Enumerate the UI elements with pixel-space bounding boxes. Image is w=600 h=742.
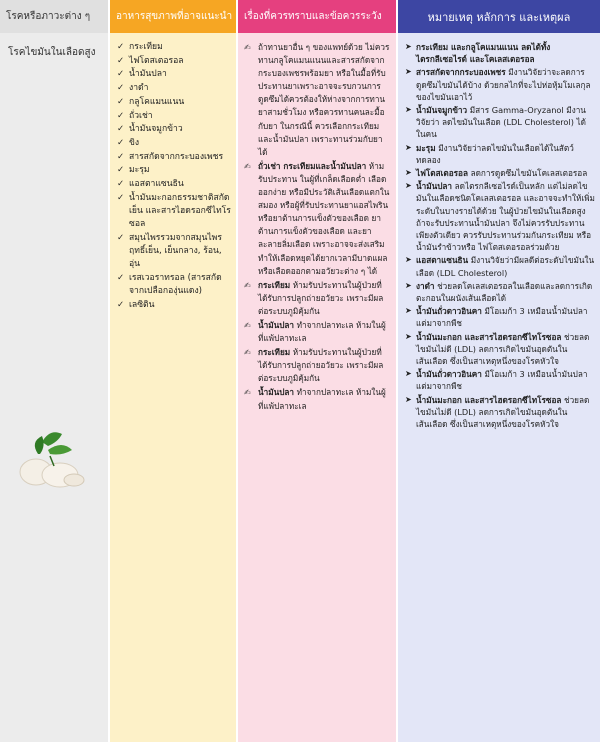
check-icon: ✓ <box>117 96 125 107</box>
note-item: ➤ น้ำมันจมูกข้าว มีสาร Gamma-Oryzanol มีงานวิจัยว่า ลดไขมันในเลือด (LDL Cholesterol) ได้ในคน <box>405 105 586 140</box>
pencil-icon: ✍ <box>244 388 251 398</box>
food-item: ✓ ไฟโตสเตอรอล <box>116 55 231 68</box>
check-icon: ✓ <box>117 42 125 52</box>
check-icon: ✓ <box>117 151 125 162</box>
notes-column <box>398 0 600 742</box>
note-item: ➤ น้ำมันมะกอก และสารไฮดรอกซีไทโรซอล ช่วยลดไขมันไม่ดี (LDL) ลดการเกิดไขมันอุดตันในเส้นเลือด ซึ่งเป็นสาเหตุหนึ่งของโรคหัวใจ <box>405 331 590 367</box>
food-item: ✓ กลูโคแมนแนน <box>116 96 231 109</box>
note-item: ➤ น้ำมันถั่วดาวอินคา มีโอเมก้า 3 เหมือนน้ำมันปลา แต่มาจากพืช <box>405 369 588 392</box>
check-icon: ✓ <box>117 192 125 203</box>
note-item: ➤ มะรุม มีงานวิจัยว่าลดไขมันในเลือดได้ในสัตว์ทดลอง <box>405 142 574 165</box>
arrow-icon: ➤ <box>405 255 412 265</box>
food-item: ✓ สมุนไพรรวมจากสมุนไพรฤทธิ์เย็น, เย็นกลาง, ร้อน, อุ่น <box>117 232 222 270</box>
check-icon: ✓ <box>117 272 125 283</box>
arrow-icon: ➤ <box>405 181 412 191</box>
check-icon: ✓ <box>117 137 125 148</box>
arrow-icon: ➤ <box>405 280 412 290</box>
foods-header: อาหารสุขภาพที่อาจแนะนำ <box>110 0 236 33</box>
note-item: ➤ สารสกัดจากกระบองเพชร มีงานวิจัยว่าจะลดการดูดซึมไขมันได้บ้าง ด้วยกลไกที่จะไปห่อหุ้มโมเลกุลของไขมันเอาไว้ <box>405 67 591 102</box>
note-item: ➤ น้ำมันถั่วดาวอินคา มีโอเมก้า 3 เหมือนน้ำมันปลา แต่มาจากพืช <box>405 306 588 329</box>
check-icon: ✓ <box>117 124 125 135</box>
note-item: ➤ กระเทียม และกลูโคแมนแนน ลดได้ทั้งไตรกลีเซอไรด์ และโคเลสเตอรอล <box>405 42 551 65</box>
note-item: ➤ ไฟโตสเตอรอล ลดการดูดซึมไขมันโคเลสเตอรอล <box>405 168 588 179</box>
arrow-icon: ➤ <box>405 369 412 379</box>
pencil-icon: ✍ <box>244 161 251 171</box>
check-icon: ✓ <box>117 179 125 190</box>
cautions-column <box>238 0 396 742</box>
check-icon: ✓ <box>117 110 125 121</box>
food-item: ✓ น้ำมันมะกอกธรรมชาติสกัดเย็น และสารไฮดรอกซีไทโรซอล <box>117 192 231 230</box>
caution-item: ✍ กระเทียม ห้ามรับประทานในผู้ป่วยที่ได้รับการปลูกถ่ายอวัยวะ เพราะมีผลต่อระบบภูมิคุ้มกัน <box>244 279 384 316</box>
cautions-header: เรื่องที่ควรทราบและข้อควรระวัง <box>238 0 396 33</box>
check-icon: ✓ <box>117 299 125 310</box>
disease-name: โรคไขมันในเลือดสูง <box>8 47 96 58</box>
food-item: ✓ แอสตาแซนธิน <box>116 178 231 191</box>
pencil-icon: ✍ <box>244 348 251 358</box>
foods-list <box>116 41 231 312</box>
caution-item: ✍ ถ้าทานยาอื่น ๆ ของแพทย์ด้วย ไม่ควรทานกลูโคแมนแนนและสารสกัดจากกระบองเพชรพร้อมยา หรือในมื้อที่รับประทานยาเพราะอาจจะรบกวนการดูดซึมได้ควรต้องให้ห่างจากการทานยาสามชั่วโมง หรือควรทานคนละมื้อกับยา ในกรณีนี้ ควรเลือกกระเทียมและน้ำมันปลา เพราะทานร่วมกับยาได้ <box>244 42 390 157</box>
food-item: ✓ ขิง <box>116 137 231 150</box>
foods-column <box>110 0 236 742</box>
check-icon: ✓ <box>117 232 125 243</box>
arrow-icon: ➤ <box>405 67 412 77</box>
arrow-icon: ➤ <box>405 42 412 51</box>
food-item: ✓ มะรุม <box>116 164 231 177</box>
note-item: ➤ น้ำมันมะกอก และสารไฮดรอกซีไทโรซอล ช่วยลดไขมันไม่ดี (LDL) ลดการเกิดไขมันอุดตันในเส้นเลือด ซึ่งเป็นสาเหตุหนึ่งของโรคหัวใจ <box>405 394 590 430</box>
caution-item: ✍ ถั่วเช่า กระเทียมและน้ำมันปลา ห้ามรับประทาน ในผู้ที่เกล็ดเลือดต่ำ เลือดออกง่าย หรือมีประวัติเส้นเลือดแตกในสมอง หรือผู้ที่รับประทานยาแอสไพริน หรือยาต้านการแข็งตัวของเลือด ยาต้านการแข็งตัวของเลือด และยาละลายลิ่มเลือด เพราะอาจจะส่งเสริม ทำให้เลือดหยุดได้ยากเวลามีบาดแผล หรือเลือดออกตามอวัยวะต่าง ๆ ได้ <box>244 160 390 276</box>
cautions-list <box>244 41 391 413</box>
check-icon: ✓ <box>117 55 125 66</box>
arrow-icon: ➤ <box>405 142 412 152</box>
arrow-icon: ➤ <box>405 331 412 341</box>
pencil-icon: ✍ <box>244 280 251 290</box>
disease-header: โรคหรือภาวะต่าง ๆ <box>0 0 108 33</box>
notes-header: หมายเหตุ หลักการ และเหตุผล <box>398 0 600 33</box>
caution-item: ✍ น้ำมันปลา ทำจากปลาทะเล ห้ามในผู้ที่แพ้ปลาทะเล <box>244 319 386 344</box>
arrow-icon: ➤ <box>405 394 412 404</box>
pencil-icon: ✍ <box>244 320 251 330</box>
check-icon: ✓ <box>117 83 125 94</box>
check-icon: ✓ <box>117 69 125 80</box>
food-item: ✓ น้ำมันปลา <box>116 68 231 81</box>
check-icon: ✓ <box>117 165 125 176</box>
food-item: ✓ น้ำมันจมูกข้าว <box>116 123 231 136</box>
food-item: ✓ กระเทียม <box>116 41 231 54</box>
note-item: ➤ งาดำ ช่วยลดโคเลสเตอรอลในเลือดและลดการเกิดตะกอนในผนังเส้นเลือดได้ <box>405 280 593 304</box>
garlic-image <box>14 420 94 490</box>
arrow-icon: ➤ <box>405 168 412 178</box>
food-item: ✓ เลซิติน <box>116 299 231 312</box>
caution-item: ✍ น้ำมันปลา ทำจากปลาทะเล ห้ามในผู้ที่แพ้ปลาทะเล <box>244 387 386 411</box>
food-item: ✓ งาดำ <box>116 82 231 95</box>
food-item: ✓ เรสเวอราทรอล (สารสกัดจากเปลือกองุ่นแดง) <box>117 272 222 297</box>
note-item: ➤ น้ำมันปลา ลดไตรกลีเซอไรด์เป็นหลัก แต่ไม่ลดไขมันในเลือดชนิดโคเลสเตอรอล และอาจจะทำให้เพิ่มระดับในบางรายได้ด้วย ในผู้ป่วยไขมันในเลือดสูง ถ้าจะรับประทานน้ำมันปลา จึงไม่ควรรับประทานเพียงตัวเดียว ควรรับประทานร่วมกันกระเทียม หรือน้ำมันรำข้าวหรือ ไฟโตสเตอรอลร่วมด้วย <box>405 181 595 253</box>
disease-column <box>0 0 108 742</box>
pencil-icon: ✍ <box>244 43 251 52</box>
food-item: ✓ ถั่วเช่า <box>116 110 231 123</box>
caution-item: ✍ กระเทียม ห้ามรับประทานในผู้ป่วยที่ได้รับการปลูกถ่ายอวัยวะ เพราะมีผลต่อระบบภูมิคุ้มกัน <box>244 347 384 384</box>
notes-list <box>404 41 595 430</box>
note-item: ➤ แอสตาแซนธิน มีงานวิจัยว่ามีผลดีต่อระดับไขมันในเลือด (LDL Cholesterol) <box>405 255 595 278</box>
arrow-icon: ➤ <box>405 306 412 316</box>
arrow-icon: ➤ <box>405 105 412 115</box>
food-item: ✓ สารสกัดจากกระบองเพชร <box>116 151 231 164</box>
